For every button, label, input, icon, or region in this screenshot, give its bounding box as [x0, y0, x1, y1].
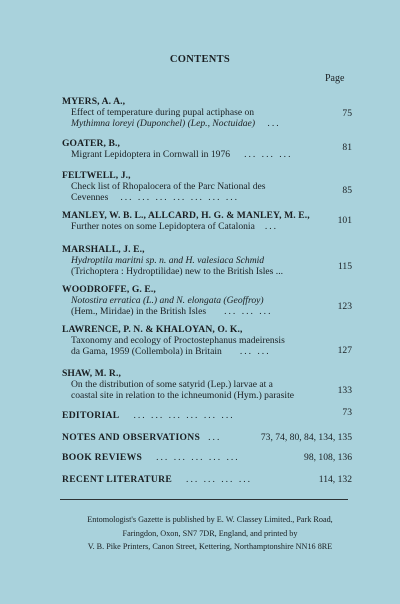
leader-dots: ... — [264, 221, 279, 232]
divider-rule — [60, 499, 348, 500]
colophon-line: V. B. Pike Printers, Canon Street, Kettering, Northamptonshire NN16 8RE — [87, 542, 333, 551]
toc-entry — [62, 138, 352, 160]
entry-page: 115 — [337, 261, 352, 272]
entry-author: GOATER, B., — [62, 138, 120, 149]
entry-title-text: Cevennes — [71, 192, 109, 203]
entry-label: NOTES AND OBSERVATIONS — [62, 432, 201, 443]
entry-author: MANLEY, W. B. L., ALLCARD, H. G. & MANLEY, M. E., — [62, 210, 310, 221]
entry-title-line — [62, 221, 352, 232]
entry-title-text: Hydroptila maritni sp. n. and H. valesiaca Schmid — [71, 255, 265, 266]
contents-heading: CONTENTS — [169, 54, 231, 65]
entry-title-line: Mythimna loreyi (Duponchel) (Lep., Noctuidae) — [71, 118, 256, 129]
entry-author: FELTWELL, J., — [62, 170, 131, 181]
page-column-label: Page — [325, 73, 345, 84]
entry-title-line — [62, 149, 352, 160]
entry-label: BOOK REVIEWS — [62, 452, 143, 463]
entry-page: 73, 74, 80, 84, 134, 135 — [260, 432, 352, 443]
leader-dots: ... ... ... ... ... ... — [133, 410, 235, 421]
entry-title-line — [62, 306, 352, 317]
toc-entry — [62, 170, 352, 203]
colophon-line: Entomologist's Gazette is published by E. W. Classey Limited., Park Road, — [87, 515, 333, 524]
leader-dots: ... — [208, 432, 222, 443]
leader-dots: ... ... ... — [224, 306, 273, 317]
entry-page: 123 — [337, 301, 352, 312]
entry-title-line: On the distribution of some satyrid (Lep.) larvae at a — [71, 379, 273, 390]
entry-author: MARSHALL, J. E., — [62, 244, 145, 255]
entry-title-text: Migrant Lepidoptera in Cornwall in 1976 — [71, 149, 231, 160]
colophon-line: Faringdon, Oxon, SN7 7DR, England, and printed by — [122, 528, 298, 538]
toc-entry-book-reviews — [62, 452, 352, 463]
toc-entry-notes — [62, 432, 352, 443]
entry-page: 75 — [342, 108, 352, 119]
entry-title-line: Check list of Rhopalocera of the Parc National des — [71, 181, 266, 192]
entry-title-text: (Hem., Miridae) in the British Isles — [71, 306, 207, 317]
entry-title-line: Taxonomy and ecology of Proctostephanus madeirensis — [71, 335, 285, 346]
entry-title-line — [62, 192, 352, 203]
entry-page: 85 — [342, 185, 352, 196]
entry-title-line — [62, 255, 352, 266]
leader-dots: ... ... — [239, 346, 271, 357]
entry-label: EDITORIAL — [62, 410, 120, 421]
colophon — [70, 513, 350, 554]
leader-dots: ... — [267, 118, 281, 129]
toc-entry — [62, 96, 352, 129]
toc-entry-editorial — [62, 407, 352, 421]
entry-title-line: coastal site in relation to the ichneumonid (Hym.) parasite — [71, 390, 294, 401]
toc-entry — [62, 210, 352, 232]
entry-title-line — [62, 346, 352, 357]
entry-page: 81 — [342, 142, 352, 153]
entry-page: 73 — [342, 407, 352, 418]
toc-entry — [62, 324, 352, 357]
entry-page: 127 — [337, 345, 352, 356]
entry-label: RECENT LITERATURE — [62, 474, 173, 485]
entry-title-line: Effect of temperature during pupal actiphase on — [71, 107, 255, 118]
entry-author: WOODROFFE, G. E., — [62, 284, 156, 295]
entry-page: 133 — [337, 385, 352, 396]
leader-dots: ... ... ... ... ... ... ... — [120, 192, 240, 203]
entry-page: 114, 132 — [318, 474, 352, 485]
toc-entry — [62, 284, 352, 317]
entry-title-line — [62, 295, 352, 306]
entry-author: LAWRENCE, P. N. & KHALOYAN, O. K., — [62, 324, 243, 335]
entry-author: MYERS, A. A., — [62, 96, 126, 107]
toc-entry — [62, 368, 352, 401]
entry-page: 101 — [337, 215, 352, 226]
entry-title-text: Further notes on some Lepidoptera of Catalonia — [71, 221, 255, 232]
entry-page: 98, 108, 136 — [304, 452, 352, 463]
entry-title-line: (Trichoptera : Hydroptilidae) new to the British Isles ... — [71, 266, 284, 277]
entry-title-text: da Gama, 1959 (Collembola) in Britain — [71, 346, 222, 357]
toc-entry-recent-literature — [62, 474, 352, 485]
entry-title-text: Notostira erratica (L.) and N. elongata (Geoffroy) — [71, 295, 264, 306]
entry-title-line — [62, 118, 352, 129]
leader-dots: ... ... ... — [244, 149, 293, 160]
entry-author: SHAW, M. R., — [62, 368, 121, 379]
leader-dots: ... ... ... ... — [186, 474, 253, 485]
leader-dots: ... ... ... ... ... — [156, 452, 240, 463]
toc-entry — [62, 244, 352, 277]
